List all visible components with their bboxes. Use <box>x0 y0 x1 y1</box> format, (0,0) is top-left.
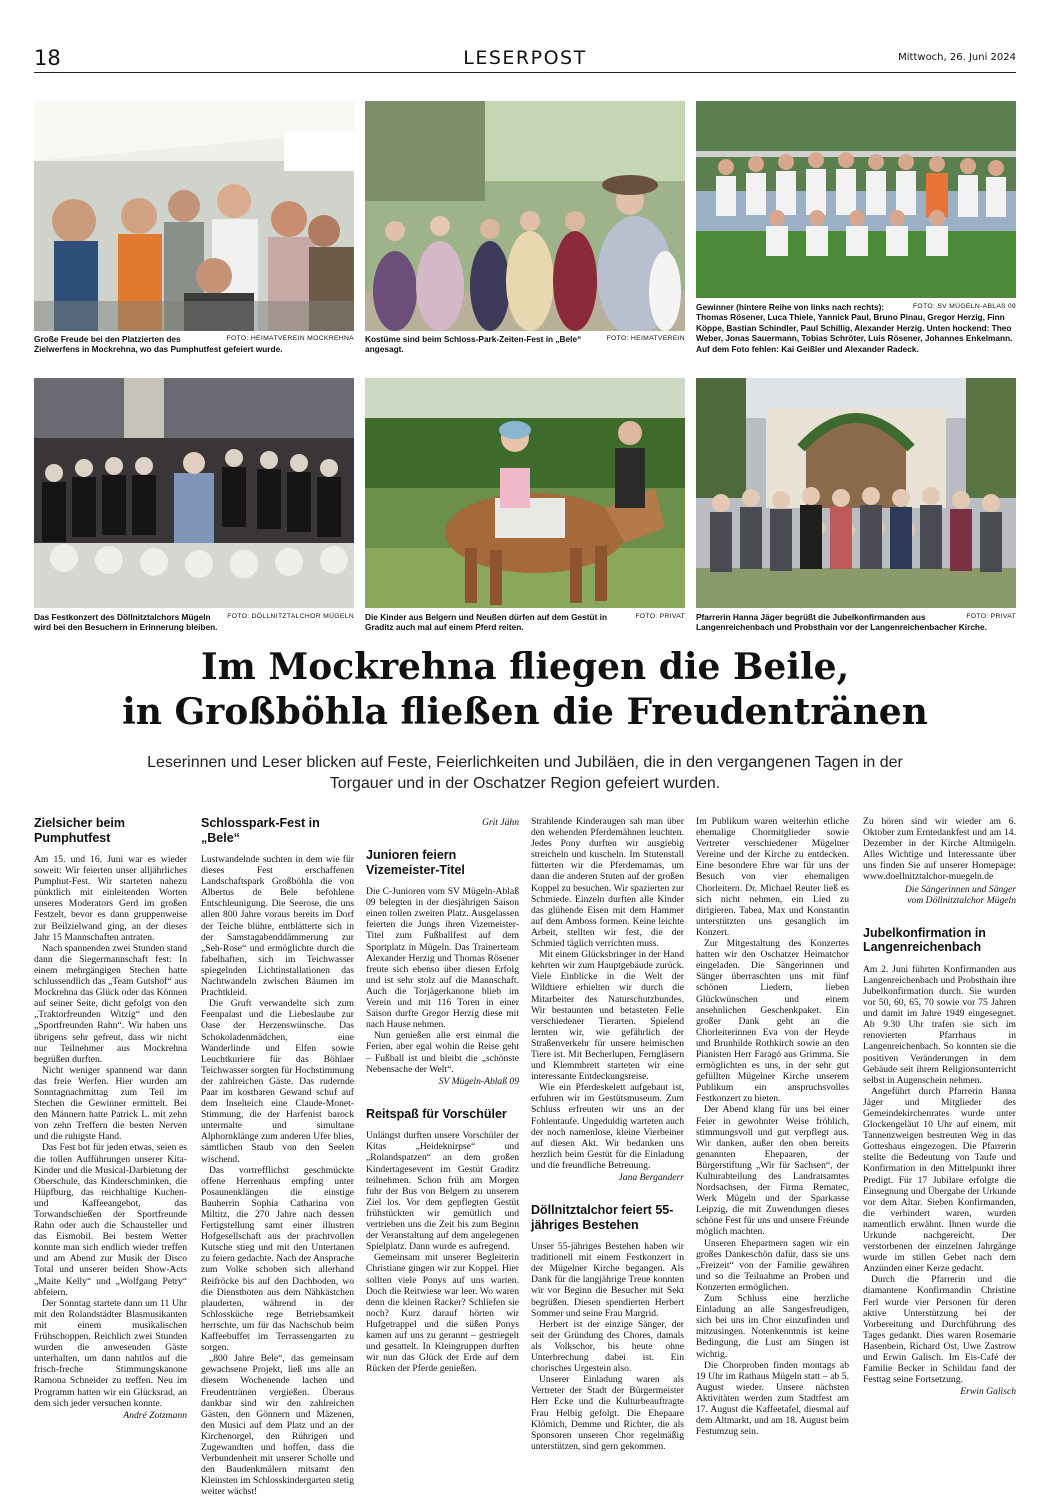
article-pumphutfest <box>34 816 187 1421</box>
article-schlosspark <box>201 816 354 1497</box>
article-paragraph: Strahlende Kinderaugen sah man über den wehenden Pferdemähnen leuchten. Jedes Pony durften wir ausgiebig streicheln und kuscheln. Im Stutenstall fütterten wir die Pferdemamas, um dann die anderen Stuten auf der großen Koppel zu besuchen. Wir spazierten zur Schmiede. Einzeln durften alle Kinder das glühende Eisen mit dem Hammer auf dem Amboss formen. Keine leichte Arbeit, stellten wir fest, die der Schmied täglich verrichten muss. <box>531 816 684 950</box>
caption-pony <box>365 612 685 633</box>
article-paragraph: Im Publikum waren weiterhin etliche ehemalige Chormitglieder sowie Vertreter verschiedener Mügelner Vereine und der Kirche zu entdecken. Eine besondere Ehre war für uns der Besuch von vier ehemaligen Chorleitern. Dr. Michael Reuter ließ es sich nicht nehmen, ein Lied zu dirigieren. Tabea, Max und Konstantin unterstützten uns gesanglich im Konzert. <box>696 816 849 938</box>
caption-schlosspark <box>365 334 685 355</box>
article-paragraph: Durch die Pfarrerin und die diamantene Konfirmandin Christine Ferl wurde vier Personen für deren aktive Unterstützung bei der Vorbereitung und Durchführung des Tages gedankt. Dies waren Rosemarie Hasenbein, Richard Ost, Uwe Zastrow und Erwin Galisch. Im Eis-Café der Familie Becker in Schildau fand der Festtag seine Fortsetzung. <box>863 1274 1016 1386</box>
article-author: Die Sängerinnen und Sänger <box>904 883 1016 895</box>
article-paragraph: Das vortrefflichst geschmückte offene Herrenhaus empfing unter Posaunenklängen die einstige Bauherrin Sophia Catharina von Miltitz, die 270 Jahre nach dessen Fertigstellung samt einer illustren Hofgesellschaft aus der prachtvollen Kutsche stieg und mit den Untertanen zu feiern gedachte. Nach der Ansprache zum Volke schoben sich allerhand Reifröcke bis auf den Dachboden, wo die Dienstboten aus dem Nähkästchen plauderten, während in der Schlossküche rege Betriebsamkeit herrschte, um für das Nachschub beim Kaffeebuffet im Terrassengarten zu sorgen. <box>201 1164 354 1354</box>
article-author: Grit Jähn <box>481 817 519 828</box>
article-paragraph: Der Sonntag startete dann um 11 Uhr mit den Rolandstädter Blasmusikanten mit einem musikalischen Frühschoppen. Reichlich zwei Stunden wurden die anwesenden Gäste unterhalten, um dann nahtlos auf die frisch-freche Stimmungskanone Ramona Schneider zu treffen. Neu im Programm hatten wir ein Glücksrad, an dem sich jeder versuchen konnte. <box>34 1297 187 1409</box>
article-paragraph: Angeführt durch Pfarrerin Hanna Jäger und Mitglieder des Gemeindekirchenrates wurde unter Glockengeläut 10 Uhr auf einem, mit Tannenzweigen bestreuten Weg in das Gotteshaus eingezogen. Die Pfarrerin stellte die Bedeutung von Taufe und Konfirmation in den Mittelpunkt ihrer Predigt. Für 17 Jubilare erfolgte die Einsegnung und Übergabe der Urkunde vor dem Altar. Sieben Konfirmanden, die verhindert waren, wurden namentlich erwähnt. Ihnen wurde die Urkunde nachgereicht. Der verstorbenen der einzelnen Jahrgänge wurde im stillen Gebet nach dem Anzünden einer Kerze gedacht. <box>863 1085 1016 1275</box>
caption-text: Die Kinder aus Belgern und Neußen dürfen auf dem Gestüt in Graditz auch mal auf einem Pferd reiten. <box>365 612 608 633</box>
column-3 <box>366 816 519 1374</box>
photo-credit: FOTO: PRIVAT <box>635 613 685 620</box>
article-paragraph: Das Fest bot für jeden etwas, seien es die tollen Aufführungen unserer Kita-Kinder und die Musical-Darbietung der Oberschule, das Kinderschminken, die Hüpfburg, das reichhaltige Kuchen- und Kaffeeangebot, das Torwandschießen der Sportfreunde Rahn oder auch die Schausteller und das Eismobil. Bei bestem Wetter konnte man sich endlich wieder treffen und am Abend zur Musik der Disco Total und unserer beiden Show-Acts „Maite Kelly“ und „Wolfgang Petry“ abfeiern. <box>34 1142 187 1298</box>
article-paragraph: Unseren Ehepartnern sagen wir ein großes Dankeschön dafür, dass sie uns „Freizeit“ von der Familie gewähren und so die Teilnahme an Proben und Konzerten ermöglichen. <box>696 1237 849 1293</box>
headline-line-1: Im Mockrehna fliegen die Beile, <box>200 646 850 688</box>
article-title-jubel: Jubelkonfirmation in Langenreichenbach <box>863 925 986 955</box>
article-paragraph: Lustwandelnde suchten in dem wie für dieses Fest erschaffenen Landschaftspark Großböhla die von Albertus de Bele befohlene Entschleunigung. Die Seerose, die uns allen 800 Jahre voraus bereits im Dorf der Teiche blühte, entblätterte sich in der Samstagabenddämmerung zur „Seh-Rose“ und ermöglichte durch die fabelhaften, sich im Teichwasser spiegelnden Lichtinstallationen das Nachtwandeln zwischen Bäumen im Prachtkleid. <box>201 854 354 999</box>
photo-pumphutfest <box>34 101 354 331</box>
headline-line-2: in Großböhla fließen die Freudentränen <box>122 691 928 733</box>
article-title: Schlosspark-Fest in „Bele“ <box>201 816 320 845</box>
caption-text: Kostüme sind beim Schloss-Park-Zeiten-Fest in „Bele“ angesagt. <box>365 334 582 355</box>
article-paragraph: Gemeinsam mit unserer Begleiterin Christiane gingen wir zur Koppel. Hier sollten viele Ponys auf uns warten. Doch die Reitwiese war leer. Wo waren denn die kleinen Racker? Schliefen sie noch? Kurz darauf hörten wir Hufgetrappel und die süßen Ponys kamen auf uns zu gerannt – gestriegelt und gesattelt. In Kleingruppen durften wir nun das Glück der Erde auf dem Rücken der Pferde genießen. <box>366 1252 519 1375</box>
photo-credit: FOTO: PRIVAT <box>966 613 1016 620</box>
photo-credit: FOTO: SV MÜGELN-ABLAß 09 <box>912 303 1016 310</box>
article-author: Erwin Galisch <box>960 1386 1016 1398</box>
caption-festkonzert <box>34 612 354 633</box>
column-5 <box>696 816 849 1437</box>
column-6 <box>863 816 1016 1397</box>
article-paragraph: Nicht weniger spannend war dann das freie Werfen. Hier wurden am Sonntagnachmittag zum Teil im Stechen die Gewinner ermittelt. Bei den Männern hatte Patrick L. mit zehn von zehn Treffern die besten Nerven und die ruhigste Hand. <box>34 1064 187 1143</box>
article-author: SV Mügeln-Ablaß 09 <box>438 1075 519 1087</box>
article-author: vom Döllnitztalchor Mügeln <box>907 894 1016 906</box>
article-paragraph: Der Abend klang für uns bei einer Feier in gewohnter Weise fröhlich, stimmungsvoll und gut verpflegt aus. Wir danken, außer den oben bereits genannten Ehepaaren, der Bürgerstiftung „Wir für Sachsen“, der Kulturabteilung des Landratsamtes Nordsachsen, der Firma Rematec, Werk Mügeln und der Sparkasse Leipzig, die mit Zuwendungen dieses schöne Fest für uns und unsere Freunde möglich machten. <box>696 1104 849 1238</box>
article-paragraph: Wie ein Pferdeskelett aufgebaut ist, erfuhren wir im Gestütsmuseum. Zum Schluss erfreuten wir uns an der Fohlentaufe. Ungeduldig warteten auch der noch namenlose, kleine Vierbeiner auf diesen Akt. Wir bedanken uns herzlich beim Gestüt für die Einladung und die freundliche Betreuung. <box>531 1082 684 1171</box>
article-paragraph: Die Chorproben finden montags ab 19 Uhr im Rathaus Mügeln statt – ab 5. August wieder. Unsere nächsten Aktivitäten werden zum Stadtfest am 17. August die Kaffeetafel, diesmal auf dem Altmarkt, und am 18. August beim Festumzug sein. <box>696 1359 849 1438</box>
caption-text: Gewinner (hintere Reihe von links nach rechts): Thomas Rösener, Luca Thiele, Yannick Paul, Bruno Pinau, Gregor Herzig, Finn Köppe, Bastian Schindler, Paul Schillig, Alexander Herzig. Unten hockend: Theo Weber, Jonas Sauermann, Tobias Schröter, Luis Rösener, Johannes Enkelmann. Auf dem Foto fehlen: Kai Geißler und Alexander Radeck. <box>696 302 1013 354</box>
caption-pumphutfest <box>34 334 354 355</box>
teaser: Leserinnen und Leser blicken auf Feste, Feierlichkeiten und Jubiläen, die in den vergangenen Tagen in der Torgauer und in der Oschatzer Region gefeiert wurden. <box>147 754 903 792</box>
article-paragraph: Unserer Einladung waren als Vertreter der Stadt der Bürgermeister Herr Ecke und die Kulturbeauftragte Frau Helbig gefolgt. Die Ehepaare Klömich, Demme und Richter, die als Sponsoren unseren Chor regelmäßig unterstützen, sind gern gekommen. <box>531 1374 684 1452</box>
article-author: André Zotzmann <box>123 1409 187 1421</box>
article-paragraph: Unlängst durften unsere Vorschüler der Kitas „Heideknirpse“ und „Rolandspatzen“ an dem großen Kindertagesevent im Gestüt Graditz teilnehmen. Schon früh am Morgen fuhr der Bus von Belgern zu unserem Ziel los. Vor dem gepflegten Gestüt frühstückten wir gemütlich und vertrieben uns die Zeit bis zum Beginn der Veranstaltung auf dem angelegenen Spielplatz. Dann wurde es aufregend. <box>366 1130 519 1253</box>
page-header <box>34 42 1016 73</box>
photo-junioren-team <box>696 101 1016 298</box>
article-paragraph: Mit einem Glücksbringer in der Hand kehrten wir zum Hauptgebäude zurück. Viele Einblicke in die Welt der Wildtiere erhielten wir durch die Mitarbeiter des Naturschutzbundes. Wir bestaunten und betasteten Felle verschiedener Tierarten. Spielend lernten wir, wie gefährlich der Straßenverkehr für unsere heimischen Tiere ist. Mit Becherlupen, Ferngläsern und Klemmbrett starteten wir eine interessante Entdeckungsreise. <box>531 949 684 1083</box>
photo-schlosspark-costumes <box>365 101 685 331</box>
photo-credit: FOTO: HEIMATVEREIN <box>606 335 685 342</box>
article-paragraph: „800 Jahre Bele“, das gemeinsam gewachsene Projekt, ließ uns alle an diesem Wochenende lachen und Freudentränen vergießen. Überaus dankbar sind wir den zahlreichen Gästen, den Gönnern und Mäzenen, den Musici auf dem Platz und an der Kirchenorgel, den Rührigen und Zugewandten und hoffen, dass die Verbundenheit mit unserer Scholle und den Baudenkmälern mitsamt den Kleinsten im Schlosskindergarten stetig weiter wächst! <box>201 1353 354 1498</box>
page-number: 18 <box>34 46 61 70</box>
article-title: Zielsicher beim Pumphutfest <box>34 816 126 845</box>
article-title-reitspass: Reitspaß für Vorschüler <box>366 1106 507 1121</box>
caption-text: Das Festkonzert des Döllnitztalchors Mügeln wird bei den Besuchern in Erinnerung bleiben. <box>34 612 218 633</box>
article-paragraph: Zur Mitgestaltung des Konzertes hatten wir den Oschatzer Heimatchor eingeladen. Die Sängerinnen und Sänger überraschten uns mit fünf schönen Liedern, lieben Glückwünschen und einem ansehnlichen Geschenkpaket. Ein großer Dank geht an die Chorleiterinnen Eva von der Heyde und Brunhilde Rothkirch sowie an den Pianisten Herr Faragó aus Grimma. Sie ermöglichten es uns, in der sehr gut gefüllten Mügelner Kirche unserem Publikum ein anspruchsvolles Festkonzert zu bieten. <box>696 938 849 1105</box>
article-paragraph: Zum Schluss eine herzliche Einladung an alle Sangesfreudigen, sich bei uns im Chor einzufinden und mitzusingen. Notenkenntnis ist keine Bedingung, die Lust am Singen ist wichtig. <box>696 1293 849 1360</box>
caption-text: Große Freude bei den Platzierten des Zielwerfens in Mockrehna, wo das Pumphutfest gefeiert wurde. <box>34 334 283 355</box>
article-title-junioren: Junioren feiern Vizemeister-Titel <box>366 848 465 877</box>
caption-text: Pfarrerin Hanna Jäger begrüßt die Jubelkonfirmanden aus Langenreichenbach und Probsthain vor der Langenreichenbacher Kirche. <box>696 612 987 633</box>
article-paragraph: Am 15. und 16. Juni war es wieder soweit: Wir feierten unser alljährliches Pumphut-Fest. Wir starteten nahezu pünktlich mit einleitenden Worten unseres Moderators Gerd im großen Festzelt, bevor es dann gruppenweise zur Beilzielwand ging, an der dieses Jahr 15 Mannschaften antraten. <box>34 854 187 943</box>
column-4 <box>531 816 684 1452</box>
article-paragraph: Am 2. Juni führten Konfirmanden aus Langenreichenbach und Probsthain ihre Jubelkonfirmation durch. Sie wurden vor 50, 60, 65, 70 sowie vor 75 Jahren und damit im Jahre 1949 eingesegnet. Ab 9.30 Uhr trafen sie sich im renovierten Pfarrhaus in Langenreichenbach. So konnten sie die positiven Veränderungen in dem Gebäude seit ihrem Religionsunterricht selbst in Augenschein nehmen. <box>863 963 1016 1086</box>
main-headline <box>40 645 1010 735</box>
caption-jubelkonfirmation <box>696 612 1016 633</box>
photo-festkonzert <box>34 378 354 608</box>
caption-junioren <box>696 302 1016 354</box>
photo-credit: FOTO: HEIMATVEREIN MOCKREHNA <box>226 335 354 342</box>
article-paragraph: Nach spannenden zwei Stunden stand dann die Siegermannschaft fest: In einem mehrgängigen Stechen hatte schlussendlich das „Team Gutshof“ aus Mockrehna das Glück oder das Können auf seiner Seite, dicht gefolgt von den „Traktorfreunden Witzig“ und den „Sportfreunden Rahn“. Wir haben uns übrigens sehr gefreut, dass wir nicht nur Teilnehmer aus Mockrehna begrüßen durften. <box>34 942 187 1065</box>
section-title: LESERPOST <box>463 47 587 69</box>
issue-date: Mittwoch, 26. Juni 2024 <box>898 52 1016 63</box>
photo-credit: FOTO: DÖLLNITZTALCHOR MÜGELN <box>227 613 354 620</box>
article-paragraph: Die C-Junioren vom SV Mügeln-Ablaß 09 belegten in der diesjährigen Saison einen tollen zweiten Platz. Ausgelassen feierten die Jungs ihren Vizemeister-Titel zum Fußballfest auf dem Sportplatz in Mügeln. Das Trainerteam Alexander Herzig und Thomas Rösener freute sich ebenso über diesen Erfolg und ist sehr stolz auf die Mannschaft. Auch die Torjägerkanone blieb im Verein und mit 116 Toren in einer Saison durfte Gregor Herzig diese mit nach Hause nehmen. <box>366 886 519 1031</box>
article-paragraph: Nun genießen alle erst einmal die Ferien, aber egal wohin die Reise geht – Fußball ist und bleibt die „schönste Nebensache der Welt“. <box>366 1030 519 1075</box>
article-paragraph: Die Gruft verwandelte sich zum Feenpalast und die Liebeslaube zur Oase der Herzenswünsche. Das Schokoladenmädchen, eine Wanderlinde und Elfen sowie Leuchtkuriere für das Böhlaer Teichwasser sorgten für Hochstimmung der zahlreichen Gäste. Das rudernde Paar im kostbaren Gewand schuf auf dem Inselteich eine Claude-Monet-Stimmung, die der Harfenist barock untermalte und simultane Alphornklänge zum anderen Ufer blies, sämtlichen Staub von den Seelen wischend. <box>201 998 354 1165</box>
photo-jubelkonfirmation <box>696 378 1016 608</box>
article-paragraph: Zu hören sind wir wieder am 6. Oktober zum Erntedankfest und am 14. Dezember in der Kirche Altmügeln. Alles Wichtige und Interessante über uns finden Sie auf unserer Homepage: www.doellnitztalchor-muegeln.de <box>863 816 1016 883</box>
photo-pony-ride <box>365 378 685 608</box>
article-paragraph: Unser 55-jähriges Bestehen haben wir traditionell mit einem Festkonzert in der Mügelner Kirche begangen. Als Dank für die langjährige Treue konnten wir vor Beginn die Besucher mit Sekt begrüßen. Diesen spendierten Herbert Sommer und seine Frau Margrid. <box>531 1241 684 1319</box>
article-author: Jana Berganderr <box>618 1172 684 1183</box>
article-title-chor: Döllnitztalchor feiert 55-jähriges Bestehen <box>531 1203 674 1232</box>
article-paragraph: Herbert ist der einzige Sänger, der seit der Gründung des Chores, damals als Volkschor, bis heute ohne Unterbrechung dabei ist. Ein chorisches Urgestein also. <box>531 1318 684 1375</box>
